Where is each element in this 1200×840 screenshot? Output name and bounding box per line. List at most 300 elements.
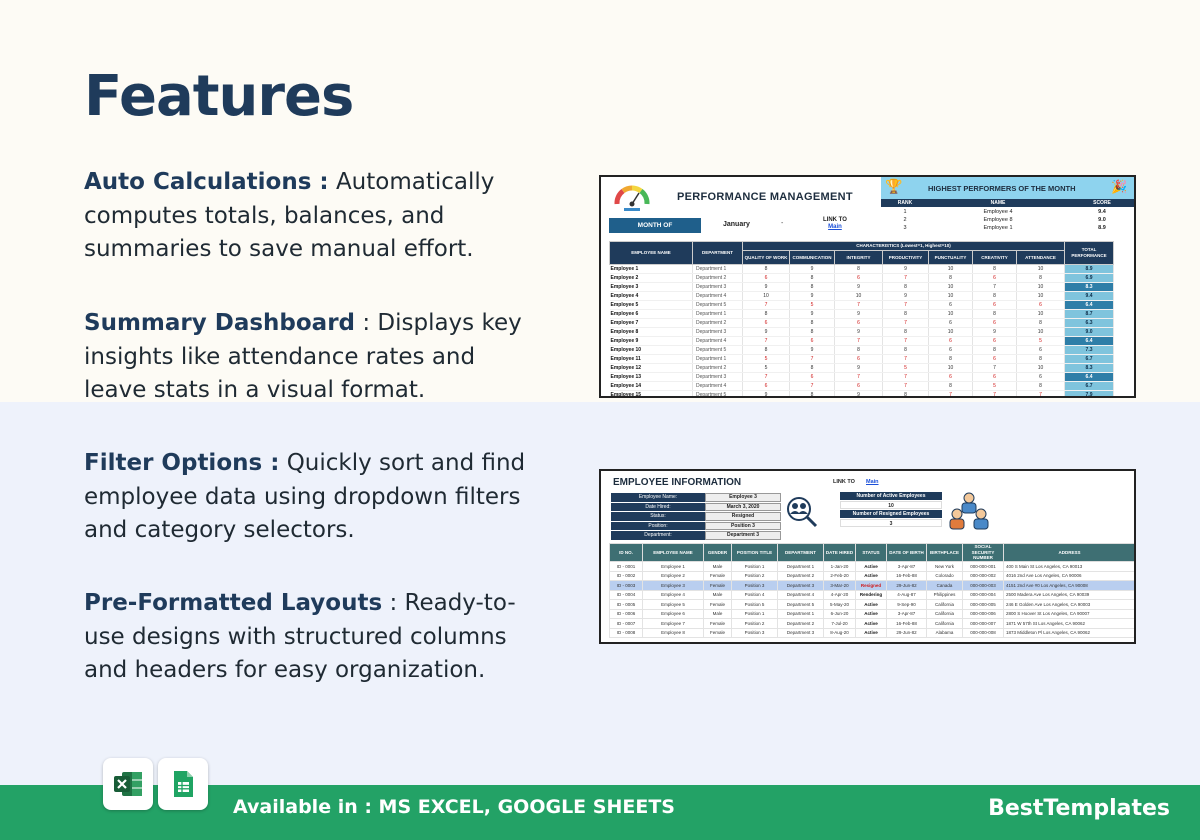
column-header: STATUS <box>856 544 887 562</box>
rank-name: Employee 8 <box>983 217 1013 223</box>
score-cell: 7 <box>883 301 929 310</box>
performance-table <box>609 241 1114 398</box>
employee-name-cell: Employee 2 <box>610 274 693 283</box>
table-cell: 4016 2nd Ave Los Angeles, CA 90006 <box>1004 571 1136 581</box>
feature-title: Auto Calculations : <box>84 169 329 195</box>
filter-label: Position: <box>611 522 705 531</box>
table-cell: Employee 8 <box>643 628 704 638</box>
score-cell: 5 <box>883 364 929 373</box>
score-cell: 8 <box>1017 355 1065 364</box>
score-cell: 6 <box>835 319 883 328</box>
score-cell: 8 <box>883 283 929 292</box>
score-cell: 7 <box>883 382 929 391</box>
active-employees-count: 10 <box>840 501 942 509</box>
score-cell: 8 <box>973 292 1017 301</box>
link-label: LINK TO <box>823 217 847 223</box>
table-cell: ID - 0004 <box>610 590 643 600</box>
table-cell: 6-Jun-20 <box>824 609 856 619</box>
rank-score: 8.9 <box>1098 225 1106 231</box>
score-cell: 9 <box>835 283 883 292</box>
score-cell: 9 <box>790 265 835 274</box>
table-cell: Male <box>704 590 732 600</box>
table-cell: Active <box>856 628 887 638</box>
table-cell: Department 2 <box>778 619 824 629</box>
score-cell: 8 <box>790 364 835 373</box>
total-performance-cell: 6.3 <box>1065 319 1114 328</box>
column-header: DEPARTMENT <box>778 544 824 562</box>
score-cell: 8 <box>743 265 790 274</box>
department-dropdown[interactable]: Department 1 <box>693 355 743 364</box>
rank-name: Employee 4 <box>983 209 1013 215</box>
feature-pre-formatted-layouts <box>84 587 534 688</box>
table-cell: Active <box>856 600 887 610</box>
score-cell: 8 <box>835 346 883 355</box>
table-cell: Resigned <box>856 581 887 591</box>
score-cell: 8 <box>883 310 929 319</box>
rank-number: 1 <box>903 209 907 215</box>
score-cell: 9 <box>743 328 790 337</box>
table-cell: ID - 0008 <box>610 628 643 638</box>
department-dropdown[interactable]: Department 5 <box>693 346 743 355</box>
table-cell: 7-Jul-20 <box>824 619 856 629</box>
table-cell: Alabama <box>927 628 963 638</box>
table-cell: Position 3 <box>732 581 778 591</box>
score-cell: 10 <box>1017 310 1065 319</box>
table-cell: 400 S Main St Los Angeles, CA 90013 <box>1004 562 1136 572</box>
table-cell: Position 2 <box>732 619 778 629</box>
score-cell: 5 <box>973 382 1017 391</box>
column-header: DATE OF BIRTH <box>887 544 927 562</box>
employee-name-cell: Employee 3 <box>610 283 693 292</box>
table-cell: Department 5 <box>778 600 824 610</box>
characteristic-header: PRODUCTIVITY <box>883 251 929 265</box>
score-cell: 6 <box>790 337 835 346</box>
link-label: LINK TO <box>833 479 855 485</box>
total-performance-cell: 8.7 <box>1065 310 1114 319</box>
feature-description: Automatically computes totals, balances, and summaries to save manual effort. <box>84 169 495 262</box>
score-cell: 9 <box>790 310 835 319</box>
main-link[interactable]: Main <box>828 224 842 230</box>
department-dropdown[interactable]: Department 3 <box>693 328 743 337</box>
table-cell: 4-Apr-20 <box>824 590 856 600</box>
filter-label: Department: <box>611 531 705 540</box>
filter-row <box>611 512 781 521</box>
table-cell: 1873 Middleton Pl Los Angeles, CA 90062 <box>1004 628 1136 638</box>
total-performance-cell: 6.9 <box>1065 274 1114 283</box>
table-cell: ID - 0006 <box>610 609 643 619</box>
rank-name-header: NAME <box>929 199 1067 207</box>
characteristic-header: ATTENDANCE <box>1017 251 1065 265</box>
score-cell: 9 <box>835 310 883 319</box>
score-cell: 7 <box>973 283 1017 292</box>
department-dropdown[interactable]: Department 1 <box>693 310 743 319</box>
table-cell: 5-May-20 <box>824 600 856 610</box>
table-row <box>610 292 1114 301</box>
column-header: ID NO. <box>610 544 643 562</box>
score-cell: 8 <box>973 310 1017 319</box>
table-cell: California <box>927 619 963 629</box>
score-cell: 6 <box>743 382 790 391</box>
table-cell: Employee 5 <box>643 600 704 610</box>
performance-management-preview <box>599 175 1136 398</box>
table-row[interactable] <box>610 562 1136 572</box>
score-cell: 8 <box>790 274 835 283</box>
score-cell: 10 <box>929 364 973 373</box>
table-cell: 000-000-006 <box>963 609 1004 619</box>
column-header: BIRTHPLACE <box>927 544 963 562</box>
table-cell: 29-Jun-82 <box>887 581 927 591</box>
department-dropdown[interactable]: Department 2 <box>693 274 743 283</box>
table-cell: Department 4 <box>778 590 824 600</box>
table-cell: 8-Aug-20 <box>824 628 856 638</box>
month-select[interactable]: January <box>723 221 750 228</box>
score-cell: 7 <box>929 391 973 399</box>
filter-row <box>611 503 781 512</box>
score-cell: 6 <box>973 274 1017 283</box>
score-cell: 10 <box>1017 265 1065 274</box>
employee-name-cell: Employee 10 <box>610 346 693 355</box>
column-header: EMPLOYEE NAME <box>643 544 704 562</box>
table-cell: Canada <box>927 581 963 591</box>
filter-label: Status: <box>611 512 705 521</box>
table-row[interactable] <box>610 590 1136 600</box>
feature-summary-dashboard <box>84 307 534 408</box>
table-cell: Department 3 <box>778 581 824 591</box>
table-cell: Employee 3 <box>643 581 704 591</box>
score-cell: 10 <box>929 292 973 301</box>
total-performance-cell: 9.4 <box>1065 292 1114 301</box>
score-cell: 7 <box>743 301 790 310</box>
table-cell: Position 3 <box>732 628 778 638</box>
score-cell: 6 <box>790 373 835 382</box>
resigned-employees-label: Number of Resigned Employees <box>840 510 942 518</box>
employee-name-cell: Employee 15 <box>610 391 693 399</box>
total-performance-cell: 8.9 <box>1065 265 1114 274</box>
score-cell: 10 <box>929 283 973 292</box>
employee-info-title: EMPLOYEE INFORMATION <box>613 477 742 488</box>
people-search-icon <box>785 495 819 529</box>
rank-name: Employee 1 <box>983 225 1013 231</box>
table-cell: 246 E Golden Ave Los Angeles, CA 90003 <box>1004 600 1136 610</box>
table-row <box>610 301 1114 310</box>
table-cell: ID - 0005 <box>610 600 643 610</box>
employee-name-cell: Employee 13 <box>610 373 693 382</box>
score-cell: 8 <box>1017 382 1065 391</box>
score-cell: 6 <box>743 319 790 328</box>
feature-title: Pre-Formatted Layouts <box>84 590 383 616</box>
score-cell: 9 <box>835 364 883 373</box>
table-cell: Employee 4 <box>643 590 704 600</box>
score-cell: 6 <box>835 355 883 364</box>
score-cell: 5 <box>1017 337 1065 346</box>
total-performance-cell: 6.7 <box>1065 355 1114 364</box>
score-cell: 9 <box>790 292 835 301</box>
filter-row <box>611 522 781 531</box>
table-cell: Colorado <box>927 571 963 581</box>
table-cell: Employee 6 <box>643 609 704 619</box>
score-cell: 8 <box>883 328 929 337</box>
filter-label: Employee Name: <box>611 493 705 502</box>
employee-name-cell: Employee 9 <box>610 337 693 346</box>
table-cell: Female <box>704 600 732 610</box>
table-cell: Department 3 <box>778 628 824 638</box>
score-cell: 7 <box>883 355 929 364</box>
score-cell: 6 <box>973 355 1017 364</box>
department-dropdown[interactable]: Department 3 <box>693 283 743 292</box>
table-cell: California <box>927 609 963 619</box>
score-cell: 7 <box>790 382 835 391</box>
score-cell: 8 <box>790 283 835 292</box>
feature-title: Filter Options : <box>84 450 280 476</box>
table-row[interactable] <box>610 609 1136 619</box>
employee-name-cell: Employee 7 <box>610 319 693 328</box>
score-cell: 8 <box>790 328 835 337</box>
brand-logo-text: BestTemplates <box>988 796 1170 821</box>
score-cell: 8 <box>883 391 929 399</box>
column-header: GENDER <box>704 544 732 562</box>
score-cell: 6 <box>1017 373 1065 382</box>
score-cell: 8 <box>883 346 929 355</box>
table-cell: 000-000-002 <box>963 571 1004 581</box>
department-dropdown[interactable]: Department 2 <box>693 364 743 373</box>
score-cell: 7 <box>973 391 1017 399</box>
score-cell: 8 <box>973 265 1017 274</box>
table-cell: 3-Mar-20 <box>824 581 856 591</box>
google-sheets-icon <box>158 758 208 810</box>
table-cell: 16-Feb-88 <box>887 571 927 581</box>
table-row[interactable] <box>610 619 1136 629</box>
score-cell: 8 <box>1017 319 1065 328</box>
table-row <box>610 319 1114 328</box>
table-row <box>610 355 1114 364</box>
table-cell: ID - 0001 <box>610 562 643 572</box>
column-header: DATE HIRED <box>824 544 856 562</box>
score-cell: 7 <box>973 364 1017 373</box>
employee-filter-form <box>611 493 781 541</box>
score-cell: 7 <box>835 373 883 382</box>
table-cell: ID - 0007 <box>610 619 643 629</box>
table-cell: 3-Apr-87 <box>887 609 927 619</box>
table-cell: 000-000-008 <box>963 628 1004 638</box>
score-cell: 6 <box>929 346 973 355</box>
rank-number: 2 <box>903 217 907 223</box>
department-dropdown[interactable]: Department 1 <box>693 265 743 274</box>
table-cell: Department 1 <box>778 609 824 619</box>
score-cell: 5 <box>743 364 790 373</box>
score-cell: 10 <box>929 265 973 274</box>
total-performance-cell: 7.9 <box>1065 391 1114 399</box>
score-cell: 8 <box>743 346 790 355</box>
position-value: Position 3 <box>705 522 781 531</box>
score-cell: 9 <box>790 346 835 355</box>
table-row <box>610 373 1114 382</box>
characteristic-header: PUNCTUALITY <box>929 251 973 265</box>
table-cell: 4-Aug-87 <box>887 590 927 600</box>
table-cell: 2-Feb-20 <box>824 571 856 581</box>
table-cell: California <box>927 600 963 610</box>
table-row <box>610 346 1114 355</box>
total-performance-cell: 6.4 <box>1065 373 1114 382</box>
table-cell: Employee 7 <box>643 619 704 629</box>
score-cell: 9 <box>883 292 929 301</box>
rank-header: RANK <box>881 199 929 207</box>
table-cell: Active <box>856 571 887 581</box>
score-cell: 8 <box>973 346 1017 355</box>
status-value: Resigned <box>705 512 781 521</box>
column-header: SOCIAL SECURITY NUMBER <box>963 544 1004 562</box>
characteristics-header: CHARACTERISTICS (Lowest=1, Highest=10) <box>743 242 1065 251</box>
feature-description: : Displays key insights like attendance rates and leave stats in a visual format. <box>84 310 522 403</box>
feature-auto-calculations <box>84 166 534 267</box>
availability-text: Available in : MS EXCEL, GOOGLE SHEETS <box>233 796 675 818</box>
table-row <box>610 274 1114 283</box>
employee-name-cell: Employee 5 <box>610 301 693 310</box>
score-cell: 7 <box>883 319 929 328</box>
column-header: ADDRESS <box>1004 544 1136 562</box>
characteristic-header: INTEGRITY <box>835 251 883 265</box>
score-cell: 9 <box>835 328 883 337</box>
score-cell: 10 <box>929 310 973 319</box>
table-cell: 000-000-005 <box>963 600 1004 610</box>
table-cell: 000-000-007 <box>963 619 1004 629</box>
rank-score-header: SCORE <box>1067 199 1136 207</box>
table-row <box>610 391 1114 399</box>
score-cell: 10 <box>1017 283 1065 292</box>
table-cell: Position 4 <box>732 590 778 600</box>
employee-name-cell: Employee 14 <box>610 382 693 391</box>
department-dropdown[interactable]: Department 4 <box>693 382 743 391</box>
score-cell: 9 <box>835 391 883 399</box>
table-cell: Employee 2 <box>643 571 704 581</box>
table-cell: 4151 2nd Ave #0 Los Angeles, CA 90008 <box>1004 581 1136 591</box>
rank-score: 9.0 <box>1098 217 1106 223</box>
table-cell: 9-Sep-90 <box>887 600 927 610</box>
table-row[interactable] <box>610 628 1136 638</box>
rank-score: 9.4 <box>1098 209 1106 215</box>
table-cell: Rendering <box>856 590 887 600</box>
score-cell: 8 <box>743 310 790 319</box>
performance-title: PERFORMANCE MANAGEMENT <box>677 191 853 203</box>
employee-table <box>609 543 1136 638</box>
table-cell: 1871 W 57th St Los Angeles, CA 90062 <box>1004 619 1136 629</box>
score-cell: 6 <box>1017 346 1065 355</box>
characteristic-header: COMMUNICATION <box>790 251 835 265</box>
department-dropdown[interactable]: Department 5 <box>693 391 743 399</box>
department-dropdown[interactable]: Department 5 <box>693 301 743 310</box>
table-row <box>610 265 1114 274</box>
score-cell: 7 <box>790 355 835 364</box>
score-cell: 6 <box>835 382 883 391</box>
employee-name-header: EMPLOYEE NAME <box>610 242 693 265</box>
score-cell: 9 <box>743 391 790 399</box>
score-cell: 6 <box>973 301 1017 310</box>
active-employees-label: Number of Active Employees <box>840 492 942 500</box>
total-performance-header: TOTAL PERFORMANCE <box>1065 242 1114 265</box>
score-cell: 9 <box>743 283 790 292</box>
department-dropdown[interactable]: Department 2 <box>693 319 743 328</box>
employee-name-cell: Employee 4 <box>610 292 693 301</box>
score-cell: 10 <box>1017 364 1065 373</box>
total-performance-cell: 6.4 <box>1065 337 1114 346</box>
department-dropdown[interactable]: Department 4 <box>693 292 743 301</box>
employee-name-cell: Employee 12 <box>610 364 693 373</box>
department-dropdown[interactable]: Department 4 <box>693 337 743 346</box>
table-cell: Employee 1 <box>643 562 704 572</box>
gauge-icon <box>613 180 651 212</box>
score-cell: 6 <box>973 337 1017 346</box>
excel-icon <box>103 758 153 810</box>
column-header: POSITION TITLE <box>732 544 778 562</box>
main-link[interactable]: Main <box>866 479 879 485</box>
score-cell: 6 <box>973 319 1017 328</box>
table-cell: ID - 0002 <box>610 571 643 581</box>
table-cell: Female <box>704 628 732 638</box>
total-performance-cell: 6.4 <box>1065 301 1114 310</box>
table-row <box>610 283 1114 292</box>
table-row <box>610 382 1114 391</box>
score-cell: 5 <box>790 301 835 310</box>
table-cell: 000-000-001 <box>963 562 1004 572</box>
table-row[interactable] <box>610 571 1136 581</box>
table-cell: Active <box>856 619 887 629</box>
table-cell: Female <box>704 581 732 591</box>
table-cell: Department 2 <box>778 571 824 581</box>
table-cell: 2500 Madera Ave Los Angeles, CA 90039 <box>1004 590 1136 600</box>
total-performance-cell: 7.3 <box>1065 346 1114 355</box>
feature-description: : Ready-to-use designs with structured columns and headers for easy organization. <box>84 590 516 683</box>
resigned-employees-count: 3 <box>840 519 942 527</box>
employee-information-preview <box>599 469 1136 644</box>
date-hired-value: March 3, 2020 <box>705 503 781 512</box>
total-performance-cell: 8.3 <box>1065 283 1114 292</box>
table-cell: 29-Jun-82 <box>887 628 927 638</box>
table-cell: Department 1 <box>778 562 824 572</box>
score-cell: 6 <box>835 274 883 283</box>
score-cell: 5 <box>743 355 790 364</box>
table-cell: Active <box>856 562 887 572</box>
filter-label: Date Hired: <box>611 503 705 512</box>
table-cell: New York <box>927 562 963 572</box>
score-cell: 7 <box>835 337 883 346</box>
employee-name-cell: Employee 8 <box>610 328 693 337</box>
table-cell: 3-Apr-87 <box>887 562 927 572</box>
score-cell: 7 <box>835 301 883 310</box>
filter-row <box>611 531 781 540</box>
feature-title: Summary Dashboard <box>84 310 356 336</box>
month-dash: - <box>781 220 784 227</box>
rank-number: 3 <box>903 225 907 231</box>
employee-name-cell: Employee 11 <box>610 355 693 364</box>
table-cell: Male <box>704 562 732 572</box>
employee-name-dropdown[interactable]: Employee 3 <box>705 493 781 502</box>
department-dropdown[interactable]: Department 3 <box>693 373 743 382</box>
score-cell: 6 <box>973 373 1017 382</box>
team-icon <box>946 490 992 532</box>
table-row <box>610 364 1114 373</box>
score-cell: 6 <box>929 337 973 346</box>
score-cell: 7 <box>883 337 929 346</box>
page-title: Features <box>84 64 354 129</box>
trophy-icon: 🏆 <box>885 178 903 194</box>
table-row[interactable] <box>610 581 1136 591</box>
score-cell: 10 <box>1017 292 1065 301</box>
table-row[interactable] <box>610 600 1136 610</box>
table-cell: Philippines <box>927 590 963 600</box>
score-cell: 9 <box>883 265 929 274</box>
score-cell: 8 <box>1017 274 1065 283</box>
table-cell: Position 2 <box>732 571 778 581</box>
score-cell: 8 <box>929 274 973 283</box>
